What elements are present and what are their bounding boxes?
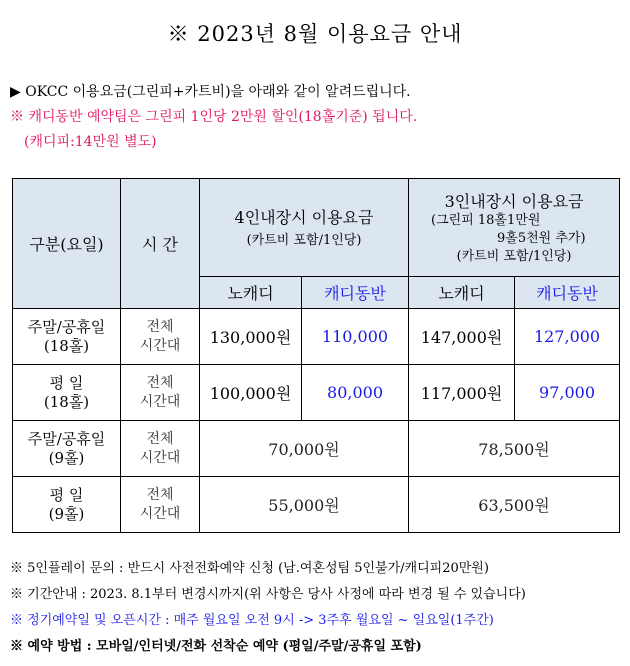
header-3-sub3: (카트비 포함/1인당) [456,249,572,264]
note-booking-open: ※ 정기예약일 및 오픈시간 : 매주 월요일 오전 9시 -> 3주후 월요일 ~ 일요일(1주간) [10,613,494,628]
header-3-sub1: (그린피 18홀1만원 [431,213,541,228]
intro-line-caddie-fee: (캐디피:14만원 별도) [24,134,157,150]
price-3-with-caddie: 97,000 [515,365,620,421]
price-3-no-caddie: 147,000원 [409,309,515,365]
header-3-sub2: 9홀5천원 추가) [497,231,586,246]
row-time: 전체 시간대 [121,309,200,365]
price-3-players: 63,500원 [409,477,620,533]
table-row [13,365,620,421]
price-4-players: 70,000원 [200,421,409,477]
notes-block [10,556,526,660]
price-3-with-caddie: 127,000 [515,309,620,365]
intro-line-fees: ▶ OKCC 이용요금(그린피+카트비)을 아래와 같이 알려드립니다. [10,84,411,100]
intro-block [10,80,417,155]
page-title: ※ 2023년 8월 이용요금 안내 [167,22,463,46]
row-time: 전체 시간대 [121,421,200,477]
header-4-title: 4인내장시 이용요금 [234,208,374,227]
table-row [13,477,620,533]
row-label: 평 일 (9홀) [13,477,121,533]
header-3-title: 3인내장시 이용요금 [444,192,584,211]
header-3-no-caddie: 노캐디 [409,277,515,309]
price-4-players: 55,000원 [200,477,409,533]
price-4-with-caddie: 110,000 [302,309,409,365]
table-row [13,421,620,477]
header-4-no-caddie: 노캐디 [200,277,302,309]
row-label: 평 일 (18홀) [13,365,121,421]
price-3-no-caddie: 117,000원 [409,365,515,421]
header-3-players [409,179,620,277]
note-5-players: ※ 5인플레이 문의 : 반드시 사전전화예약 신청 (남.여혼성팀 5인불가/캐디피20만원) [10,561,489,576]
header-time: 시 간 [121,179,200,309]
rates-table [12,178,620,533]
row-time: 전체 시간대 [121,477,200,533]
header-4-sub: (카트비 포함/1인당) [246,233,362,248]
price-4-no-caddie: 130,000원 [200,309,302,365]
price-4-no-caddie: 100,000원 [200,365,302,421]
table-row [13,309,620,365]
price-4-with-caddie: 80,000 [302,365,409,421]
intro-line-caddie-discount: ※ 캐디동반 예약팀은 그린피 1인당 2만원 할인(18홀기준) 됩니다. [10,109,418,125]
row-label: 주말/공휴일 (9홀) [13,421,121,477]
row-time: 전체 시간대 [121,365,200,421]
header-4-with-caddie: 캐디동반 [302,277,409,309]
note-booking-method: ※ 예약 방법 : 모바일/인터넷/전화 선착순 예약 (평일/주말/공휴일 포함) [10,639,422,654]
note-period: ※ 기간안내 : 2023. 8.1부터 변경시까지(위 사항은 당사 사정에 따라 변경 될 수 있습니다) [10,587,526,602]
header-4-players [200,179,409,277]
price-3-players: 78,500원 [409,421,620,477]
header-3-with-caddie: 캐디동반 [515,277,620,309]
header-category: 구분(요일) [13,179,121,309]
row-label: 주말/공휴일 (18홀) [13,309,121,365]
